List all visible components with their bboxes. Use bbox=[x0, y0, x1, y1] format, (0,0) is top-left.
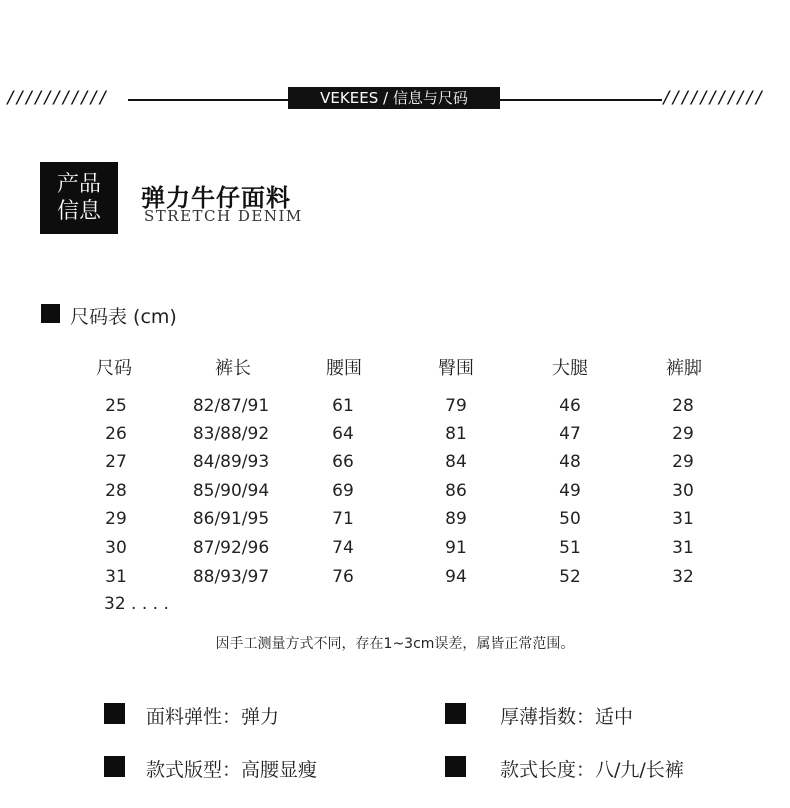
table-row-partial: 32 . . . . bbox=[104, 594, 169, 614]
banner-title: VEKEES / 信息与尺码 bbox=[288, 87, 500, 109]
badge-line-1: 产品 bbox=[56, 172, 101, 197]
cell-length: 83/88/92 bbox=[192, 424, 270, 444]
cell-hip: 84 bbox=[445, 452, 467, 472]
cell-hip: 79 bbox=[445, 396, 467, 416]
cell-thigh: 48 bbox=[559, 452, 581, 472]
column-header-length: 裤长 bbox=[215, 358, 251, 379]
cell-hip: 81 bbox=[445, 424, 467, 444]
cell-size: 27 bbox=[105, 452, 127, 472]
column-header-waist: 腰围 bbox=[326, 358, 362, 379]
column-header-hem: 裤脚 bbox=[666, 358, 702, 379]
cell-hem: 29 bbox=[672, 452, 694, 472]
cell-waist: 74 bbox=[332, 538, 354, 558]
size-chart-title: 尺码表 (cm) bbox=[70, 306, 177, 328]
badge-line-2: 信息 bbox=[56, 199, 101, 224]
cell-size: 31 bbox=[105, 567, 127, 587]
bullet-square-icon bbox=[104, 756, 125, 777]
cell-size: 26 bbox=[105, 424, 127, 444]
cell-size: 29 bbox=[105, 509, 127, 529]
cell-hem: 28 bbox=[672, 396, 694, 416]
fabric-title: 弹力牛仔面料 bbox=[141, 184, 291, 212]
cell-hip: 91 bbox=[445, 538, 467, 558]
cell-thigh: 46 bbox=[559, 396, 581, 416]
attr-length: 款式长度：八/九/长裤 bbox=[500, 759, 684, 781]
cell-hem: 31 bbox=[672, 538, 694, 558]
fabric-subtitle: STRETCH DENIM bbox=[144, 207, 303, 225]
column-header-hip: 臀围 bbox=[438, 358, 474, 379]
cell-waist: 61 bbox=[332, 396, 354, 416]
cell-hem: 32 bbox=[672, 567, 694, 587]
cell-hem: 31 bbox=[672, 509, 694, 529]
cell-hip: 89 bbox=[445, 509, 467, 529]
cell-size: 28 bbox=[105, 481, 127, 501]
cell-size: 30 bbox=[105, 538, 127, 558]
cell-size: 25 bbox=[105, 396, 127, 416]
cell-thigh: 52 bbox=[559, 567, 581, 587]
cell-hem: 29 bbox=[672, 424, 694, 444]
cell-thigh: 50 bbox=[559, 509, 581, 529]
bullet-square-icon bbox=[445, 756, 466, 777]
hatch-decoration-right: /////////// bbox=[662, 88, 764, 108]
cell-waist: 69 bbox=[332, 481, 354, 501]
cell-hem: 30 bbox=[672, 481, 694, 501]
cell-length: 84/89/93 bbox=[192, 452, 270, 472]
cell-waist: 71 bbox=[332, 509, 354, 529]
cell-thigh: 51 bbox=[559, 538, 581, 558]
cell-waist: 64 bbox=[332, 424, 354, 444]
cell-waist: 66 bbox=[332, 452, 354, 472]
cell-hip: 94 bbox=[445, 567, 467, 587]
product-info-badge bbox=[40, 162, 118, 234]
cell-thigh: 49 bbox=[559, 481, 581, 501]
column-header-size: 尺码 bbox=[96, 358, 132, 379]
cell-length: 88/93/97 bbox=[192, 567, 270, 587]
cell-length: 87/92/96 bbox=[192, 538, 270, 558]
bullet-square-icon bbox=[104, 703, 125, 724]
measurement-note: 因手工测量方式不同，存在1~3cm误差，属皆正常范围。 bbox=[215, 636, 575, 652]
attr-fit: 款式版型：高腰显瘦 bbox=[146, 759, 318, 781]
hatch-decoration-left: /////////// bbox=[6, 88, 108, 108]
cell-thigh: 47 bbox=[559, 424, 581, 444]
cell-hip: 86 bbox=[445, 481, 467, 501]
divider-line-right bbox=[500, 99, 662, 101]
column-header-thigh: 大腿 bbox=[552, 358, 588, 379]
cell-waist: 76 bbox=[332, 567, 354, 587]
cell-length: 82/87/91 bbox=[192, 396, 270, 416]
divider-line-left bbox=[128, 99, 290, 101]
attr-thickness: 厚薄指数：适中 bbox=[500, 706, 634, 728]
cell-length: 85/90/94 bbox=[192, 481, 270, 501]
attr-fabric-elasticity: 面料弹性：弹力 bbox=[146, 706, 280, 728]
cell-length: 86/91/95 bbox=[192, 509, 270, 529]
bullet-square-icon bbox=[41, 304, 60, 323]
bullet-square-icon bbox=[445, 703, 466, 724]
